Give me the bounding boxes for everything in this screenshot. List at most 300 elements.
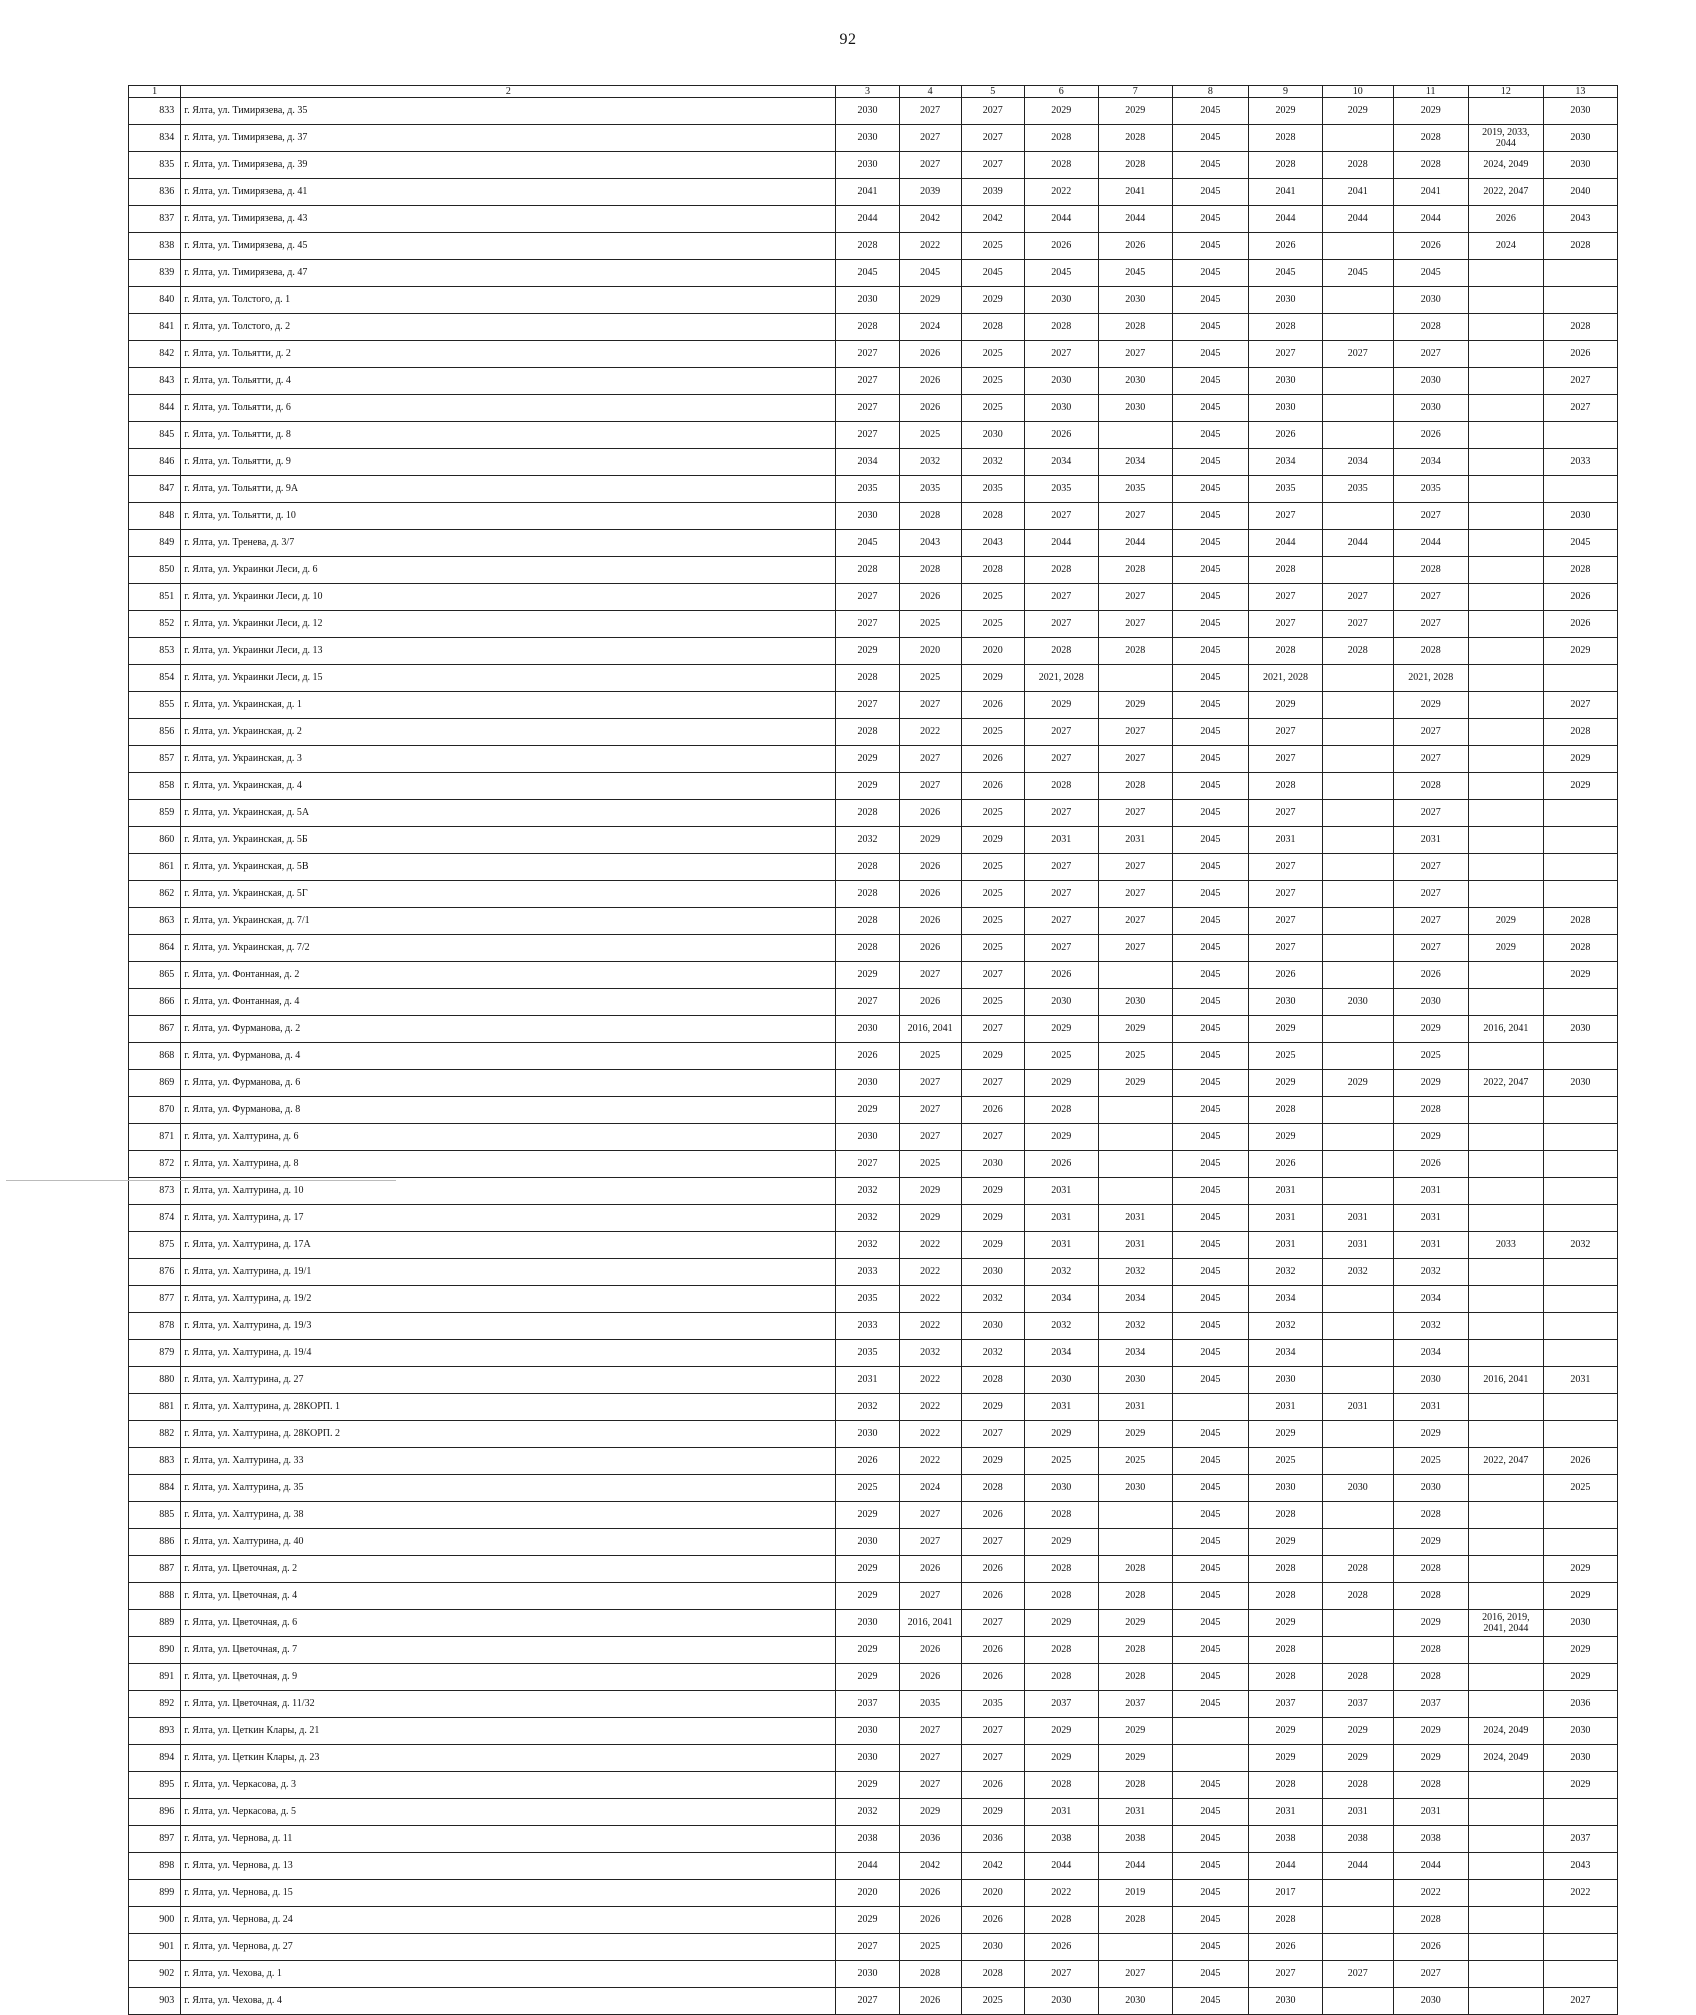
address-cell: г. Ялта, ул. Украинская, д. 5Б <box>181 827 836 854</box>
year-cell: 2029 <box>1393 1610 1468 1637</box>
column-header-6: 6 <box>1024 86 1098 98</box>
year-cell: 2028 <box>1248 152 1322 179</box>
year-cell: 2026 <box>1543 584 1617 611</box>
year-cell: 2045 <box>1172 368 1248 395</box>
year-cell: 2027 <box>836 611 899 638</box>
year-cell: 2022 <box>899 1367 961 1394</box>
year-cell <box>1468 98 1543 125</box>
year-cell: 2028 <box>1393 1502 1468 1529</box>
year-cell: 2027 <box>1024 503 1098 530</box>
year-cell: 2026 <box>961 1097 1024 1124</box>
year-cell <box>1322 1529 1393 1556</box>
table-row <box>129 1934 1618 1961</box>
year-cell <box>1543 1394 1617 1421</box>
row-number-cell: 893 <box>129 1718 181 1745</box>
year-cell: 2027 <box>1393 800 1468 827</box>
year-cell: 2027 <box>899 1070 961 1097</box>
year-cell: 2035 <box>961 476 1024 503</box>
row-number-cell: 902 <box>129 1961 181 1988</box>
year-cell: 2029 <box>1393 1421 1468 1448</box>
year-cell: 2029 <box>1098 1421 1172 1448</box>
year-cell: 2022 <box>899 1259 961 1286</box>
year-cell: 2030 <box>1024 1988 1098 2015</box>
year-cell: 2030 <box>1543 1745 1617 1772</box>
table-row <box>129 1718 1618 1745</box>
row-number-cell: 859 <box>129 800 181 827</box>
address-cell: г. Ялта, ул. Халтурина, д. 17А <box>181 1232 836 1259</box>
year-cell: 2022 <box>1024 179 1098 206</box>
year-cell: 2044 <box>1248 206 1322 233</box>
year-cell: 2027 <box>1098 611 1172 638</box>
address-cell: г. Ялта, ул. Тольятти, д. 8 <box>181 422 836 449</box>
year-cell: 2027 <box>899 1772 961 1799</box>
year-cell: 2029 <box>836 1664 899 1691</box>
year-cell <box>1322 395 1393 422</box>
year-cell: 2028 <box>1098 1637 1172 1664</box>
year-cell: 2027 <box>1322 611 1393 638</box>
table-row <box>129 206 1618 233</box>
year-cell <box>1322 1637 1393 1664</box>
year-cell <box>1468 1988 1543 2015</box>
year-cell <box>1098 1529 1172 1556</box>
year-cell: 2029 <box>1393 1718 1468 1745</box>
address-cell: г. Ялта, ул. Черкасова, д. 3 <box>181 1772 836 1799</box>
year-cell <box>1098 665 1172 692</box>
year-cell: 2029 <box>836 1097 899 1124</box>
year-cell: 2030 <box>1248 395 1322 422</box>
year-cell: 2045 <box>1172 422 1248 449</box>
address-cell: г. Ялта, ул. Тимирязева, д. 39 <box>181 152 836 179</box>
year-cell: 2029 <box>961 827 1024 854</box>
year-cell: 2027 <box>836 989 899 1016</box>
year-cell: 2028 <box>1248 125 1322 152</box>
year-cell: 2034 <box>1393 449 1468 476</box>
year-cell: 2032 <box>1248 1313 1322 1340</box>
column-header-3: 3 <box>836 86 899 98</box>
year-cell: 2029 <box>1024 692 1098 719</box>
year-cell: 2045 <box>1172 800 1248 827</box>
year-cell: 2045 <box>1172 1097 1248 1124</box>
year-cell: 2045 <box>1172 1232 1248 1259</box>
address-cell: г. Ялта, ул. Цветочная, д. 2 <box>181 1556 836 1583</box>
year-cell: 2045 <box>899 260 961 287</box>
year-cell: 2045 <box>1172 1610 1248 1637</box>
year-cell: 2045 <box>1172 1367 1248 1394</box>
year-cell: 2031 <box>1248 1178 1322 1205</box>
year-cell: 2045 <box>1172 1286 1248 1313</box>
year-cell: 2032 <box>1322 1259 1393 1286</box>
year-cell: 2034 <box>1393 1340 1468 1367</box>
year-cell: 2022 <box>899 233 961 260</box>
year-cell: 2016, 2041 <box>1468 1016 1543 1043</box>
year-cell: 2030 <box>836 1529 899 1556</box>
year-cell <box>1468 503 1543 530</box>
year-cell: 2027 <box>1543 368 1617 395</box>
address-cell: г. Ялта, ул. Тренева, д. 3/7 <box>181 530 836 557</box>
year-cell <box>1322 1610 1393 1637</box>
year-cell <box>1322 1043 1393 1070</box>
year-cell: 2030 <box>1248 287 1322 314</box>
year-cell: 2027 <box>1024 341 1098 368</box>
year-cell: 2028 <box>1024 1097 1098 1124</box>
year-cell <box>1468 692 1543 719</box>
year-cell: 2027 <box>1098 1961 1172 1988</box>
year-cell <box>1322 1151 1393 1178</box>
year-cell: 2032 <box>1248 1259 1322 1286</box>
year-cell: 2026 <box>1393 1151 1468 1178</box>
row-number-cell: 882 <box>129 1421 181 1448</box>
year-cell: 2027 <box>961 125 1024 152</box>
year-cell: 2045 <box>1172 638 1248 665</box>
table-row <box>129 1799 1618 1826</box>
year-cell: 2030 <box>1024 1475 1098 1502</box>
year-cell: 2030 <box>1024 989 1098 1016</box>
year-cell: 2037 <box>1024 1691 1098 1718</box>
year-cell <box>1322 1448 1393 1475</box>
row-number-cell: 861 <box>129 854 181 881</box>
year-cell: 2026 <box>899 341 961 368</box>
year-cell: 2035 <box>961 1691 1024 1718</box>
year-cell: 2028 <box>1024 1637 1098 1664</box>
address-cell: г. Ялта, ул. Халтурина, д. 27 <box>181 1367 836 1394</box>
year-cell: 2030 <box>836 1124 899 1151</box>
year-cell: 2027 <box>899 98 961 125</box>
year-cell: 2045 <box>1172 935 1248 962</box>
address-cell: г. Ялта, ул. Украинская, д. 3 <box>181 746 836 773</box>
year-cell: 2035 <box>1393 476 1468 503</box>
year-cell <box>1322 935 1393 962</box>
year-cell: 2027 <box>1393 1961 1468 1988</box>
row-number-cell: 838 <box>129 233 181 260</box>
year-cell: 2045 <box>1172 692 1248 719</box>
year-cell: 2028 <box>899 503 961 530</box>
table-row <box>129 1529 1618 1556</box>
year-cell: 2045 <box>1172 746 1248 773</box>
row-number-cell: 892 <box>129 1691 181 1718</box>
year-cell <box>1322 1097 1393 1124</box>
year-cell: 2030 <box>1322 1475 1393 1502</box>
year-cell: 2027 <box>1248 908 1322 935</box>
year-cell: 2027 <box>1098 935 1172 962</box>
address-cell: г. Ялта, ул. Чехова, д. 1 <box>181 1961 836 1988</box>
year-cell <box>1322 422 1393 449</box>
year-cell: 2043 <box>899 530 961 557</box>
year-cell: 2027 <box>899 1124 961 1151</box>
year-cell <box>1468 1826 1543 1853</box>
year-cell: 2045 <box>1172 1826 1248 1853</box>
year-cell: 2028 <box>1543 233 1617 260</box>
year-cell <box>1543 1313 1617 1340</box>
year-cell: 2031 <box>1393 1178 1468 1205</box>
year-cell: 2022 <box>899 1313 961 1340</box>
table-row <box>129 881 1618 908</box>
year-cell: 2031 <box>1024 1178 1098 1205</box>
address-cell: г. Ялта, ул. Украинская, д. 2 <box>181 719 836 746</box>
address-cell: г. Ялта, ул. Халтурина, д. 28КОРП. 2 <box>181 1421 836 1448</box>
address-cell: г. Ялта, ул. Украинская, д. 4 <box>181 773 836 800</box>
year-cell <box>1322 1178 1393 1205</box>
year-cell: 2027 <box>1248 1961 1322 1988</box>
year-cell: 2044 <box>1322 206 1393 233</box>
address-cell: г. Ялта, ул. Халтурина, д. 8 <box>181 1151 836 1178</box>
year-cell: 2028 <box>836 881 899 908</box>
year-cell <box>1468 962 1543 989</box>
address-cell: г. Ялта, ул. Цветочная, д. 4 <box>181 1583 836 1610</box>
column-header-5: 5 <box>961 86 1024 98</box>
year-cell: 2022 <box>899 1448 961 1475</box>
year-cell: 2016, 2019, 2041, 2044 <box>1468 1610 1543 1637</box>
year-cell: 2045 <box>1172 1151 1248 1178</box>
year-cell <box>1468 1151 1543 1178</box>
year-cell: 2026 <box>1248 233 1322 260</box>
row-number-cell: 867 <box>129 1016 181 1043</box>
year-cell: 2043 <box>1543 206 1617 233</box>
year-cell: 2029 <box>1393 1745 1468 1772</box>
year-cell <box>1322 773 1393 800</box>
table-row <box>129 1097 1618 1124</box>
year-cell <box>1322 692 1393 719</box>
year-cell: 2045 <box>961 260 1024 287</box>
address-cell: г. Ялта, ул. Украинки Леси, д. 13 <box>181 638 836 665</box>
year-cell: 2025 <box>899 611 961 638</box>
year-cell: 2044 <box>1322 530 1393 557</box>
year-cell: 2027 <box>899 1583 961 1610</box>
row-number-cell: 863 <box>129 908 181 935</box>
year-cell: 2044 <box>1024 206 1098 233</box>
year-cell: 2025 <box>961 1988 1024 2015</box>
year-cell: 2029 <box>1248 1718 1322 1745</box>
year-cell: 2028 <box>1098 557 1172 584</box>
year-cell: 2037 <box>1098 1691 1172 1718</box>
year-cell: 2034 <box>1098 1340 1172 1367</box>
year-cell: 2028 <box>1393 1583 1468 1610</box>
year-cell: 2027 <box>1543 692 1617 719</box>
year-cell: 2031 <box>1248 1394 1322 1421</box>
year-cell: 2031 <box>1322 1232 1393 1259</box>
year-cell: 2028 <box>1393 1664 1468 1691</box>
year-cell: 2037 <box>1248 1691 1322 1718</box>
address-cell: г. Ялта, ул. Чернова, д. 27 <box>181 1934 836 1961</box>
year-cell <box>1468 449 1543 476</box>
year-cell: 2029 <box>1393 98 1468 125</box>
row-number-cell: 842 <box>129 341 181 368</box>
year-cell: 2032 <box>899 1340 961 1367</box>
year-cell <box>1543 260 1617 287</box>
year-cell: 2041 <box>1393 179 1468 206</box>
year-cell: 2045 <box>1172 557 1248 584</box>
year-cell: 2024, 2049 <box>1468 1745 1543 1772</box>
row-number-cell: 860 <box>129 827 181 854</box>
column-header-10: 10 <box>1322 86 1393 98</box>
year-cell: 2027 <box>899 1529 961 1556</box>
year-cell: 2028 <box>1098 125 1172 152</box>
year-cell: 2029 <box>899 827 961 854</box>
year-cell: 2045 <box>1172 962 1248 989</box>
year-cell: 2038 <box>1098 1826 1172 1853</box>
table-row <box>129 1286 1618 1313</box>
year-cell: 2029 <box>899 1799 961 1826</box>
year-cell: 2042 <box>899 206 961 233</box>
year-cell: 2024, 2049 <box>1468 1718 1543 1745</box>
year-cell: 2027 <box>899 1097 961 1124</box>
year-cell: 2027 <box>1248 881 1322 908</box>
year-cell: 2025 <box>961 881 1024 908</box>
year-cell: 2024 <box>899 1475 961 1502</box>
year-cell <box>1322 1421 1393 1448</box>
year-cell: 2027 <box>1098 746 1172 773</box>
year-cell: 2026 <box>1543 1448 1617 1475</box>
row-number-cell: 880 <box>129 1367 181 1394</box>
year-cell: 2029 <box>899 287 961 314</box>
year-cell: 2020 <box>961 638 1024 665</box>
table-row <box>129 1016 1618 1043</box>
year-cell <box>1322 287 1393 314</box>
year-cell: 2027 <box>1322 341 1393 368</box>
year-cell: 2031 <box>1248 827 1322 854</box>
year-cell: 2045 <box>1172 1961 1248 1988</box>
year-cell: 2029 <box>836 1772 899 1799</box>
year-cell <box>1468 1529 1543 1556</box>
year-cell: 2022 <box>899 1394 961 1421</box>
year-cell: 2027 <box>961 1421 1024 1448</box>
year-cell: 2028 <box>1098 314 1172 341</box>
year-cell: 2029 <box>836 1583 899 1610</box>
year-cell <box>1468 989 1543 1016</box>
year-cell: 2029 <box>836 1556 899 1583</box>
year-cell: 2028 <box>899 557 961 584</box>
year-cell: 2029 <box>1543 1664 1617 1691</box>
year-cell: 2041 <box>1248 179 1322 206</box>
year-cell: 2029 <box>961 1394 1024 1421</box>
year-cell: 2029 <box>1543 1556 1617 1583</box>
year-cell: 2027 <box>836 584 899 611</box>
year-cell <box>1172 1394 1248 1421</box>
year-cell <box>1468 1772 1543 1799</box>
year-cell: 2044 <box>1393 530 1468 557</box>
year-cell <box>1543 1259 1617 1286</box>
year-cell: 2030 <box>1248 368 1322 395</box>
year-cell: 2027 <box>1393 746 1468 773</box>
year-cell: 2028 <box>1024 1907 1098 1934</box>
year-cell: 2031 <box>1322 1394 1393 1421</box>
year-cell: 2028 <box>1322 152 1393 179</box>
year-cell: 2045 <box>1172 449 1248 476</box>
address-cell: г. Ялта, ул. Тимирязева, д. 35 <box>181 98 836 125</box>
year-cell: 2029 <box>836 962 899 989</box>
year-cell: 2031 <box>1248 1205 1322 1232</box>
year-cell: 2029 <box>1248 98 1322 125</box>
year-cell <box>1468 1313 1543 1340</box>
year-cell <box>1098 1097 1172 1124</box>
table-row <box>129 827 1618 854</box>
year-cell: 2044 <box>836 1853 899 1880</box>
row-number-cell: 852 <box>129 611 181 638</box>
year-cell: 2028 <box>1322 638 1393 665</box>
year-cell: 2021, 2028 <box>1393 665 1468 692</box>
year-cell: 2028 <box>1393 125 1468 152</box>
year-cell: 2045 <box>1172 314 1248 341</box>
year-cell: 2045 <box>1172 908 1248 935</box>
year-cell: 2034 <box>1248 1286 1322 1313</box>
year-cell: 2027 <box>1248 854 1322 881</box>
year-cell <box>1098 1934 1172 1961</box>
year-cell: 2045 <box>836 530 899 557</box>
year-cell: 2028 <box>836 908 899 935</box>
year-cell: 2045 <box>1172 179 1248 206</box>
year-cell: 2045 <box>1172 152 1248 179</box>
year-cell: 2031 <box>1248 1232 1322 1259</box>
year-cell: 2028 <box>1098 1664 1172 1691</box>
year-cell: 2045 <box>1172 476 1248 503</box>
year-cell <box>1543 1340 1617 1367</box>
row-number-cell: 889 <box>129 1610 181 1637</box>
year-cell: 2045 <box>1172 1475 1248 1502</box>
year-cell: 2026 <box>1393 962 1468 989</box>
year-cell: 2029 <box>1024 1745 1098 1772</box>
year-cell: 2022 <box>1024 1880 1098 1907</box>
year-cell: 2027 <box>961 1610 1024 1637</box>
year-cell: 2032 <box>1024 1313 1098 1340</box>
year-cell <box>1468 1394 1543 1421</box>
year-cell: 2025 <box>1393 1448 1468 1475</box>
year-cell <box>1543 854 1617 881</box>
address-cell: г. Ялта, ул. Тольятти, д. 4 <box>181 368 836 395</box>
table-row <box>129 341 1618 368</box>
table-row <box>129 395 1618 422</box>
year-cell: 2044 <box>1322 1853 1393 1880</box>
year-cell: 2027 <box>1393 935 1468 962</box>
year-cell: 2025 <box>899 665 961 692</box>
year-cell <box>1543 1124 1617 1151</box>
year-cell: 2031 <box>1098 1232 1172 1259</box>
year-cell: 2028 <box>1393 1772 1468 1799</box>
column-header-4: 4 <box>899 86 961 98</box>
row-number-cell: 897 <box>129 1826 181 1853</box>
address-cell: г. Ялта, ул. Тимирязева, д. 45 <box>181 233 836 260</box>
year-cell: 2028 <box>961 503 1024 530</box>
year-cell <box>1543 989 1617 1016</box>
year-cell: 2020 <box>899 638 961 665</box>
year-cell: 2031 <box>1024 827 1098 854</box>
address-cell: г. Ялта, ул. Халтурина, д. 17 <box>181 1205 836 1232</box>
year-cell: 2045 <box>1172 1691 1248 1718</box>
row-number-cell: 888 <box>129 1583 181 1610</box>
row-number-cell: 872 <box>129 1151 181 1178</box>
year-cell <box>1543 476 1617 503</box>
year-cell <box>1543 1178 1617 1205</box>
year-cell: 2030 <box>836 1610 899 1637</box>
year-cell: 2030 <box>1098 395 1172 422</box>
year-cell: 2045 <box>1172 1070 1248 1097</box>
address-cell: г. Ялта, ул. Халтурина, д. 35 <box>181 1475 836 1502</box>
year-cell: 2027 <box>1393 719 1468 746</box>
year-cell: 2025 <box>1248 1448 1322 1475</box>
year-cell: 2025 <box>1024 1043 1098 1070</box>
scan-artifact-line <box>6 1180 396 1181</box>
year-cell: 2029 <box>1098 1610 1172 1637</box>
year-cell: 2026 <box>899 395 961 422</box>
table-row <box>129 1745 1618 1772</box>
year-cell: 2025 <box>961 800 1024 827</box>
year-cell: 2027 <box>899 773 961 800</box>
year-cell: 2027 <box>899 1502 961 1529</box>
year-cell: 2021, 2028 <box>1024 665 1098 692</box>
year-cell <box>1468 476 1543 503</box>
year-cell: 2026 <box>1024 1934 1098 1961</box>
row-number-cell: 901 <box>129 1934 181 1961</box>
year-cell: 2027 <box>1393 584 1468 611</box>
year-cell <box>1543 1907 1617 1934</box>
